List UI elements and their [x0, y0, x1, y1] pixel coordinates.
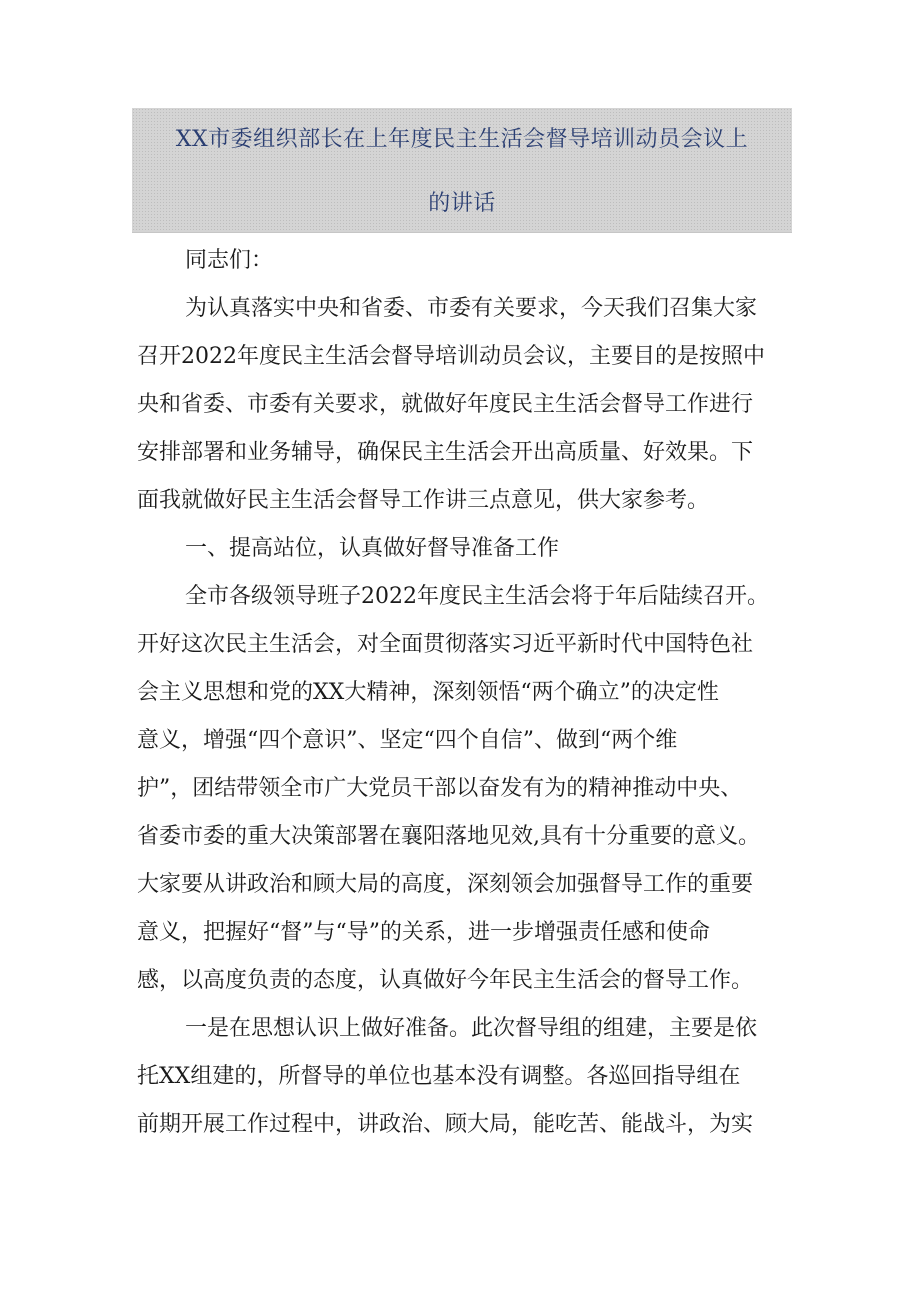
salutation: 同志们：: [185, 248, 274, 273]
paragraph-line: 安排部署和业务辅导，确保民主生活会开出高质量、好效果。下: [137, 440, 754, 465]
paragraph-line: 开好这次民主生活会，对全面贯彻落实习近平新时代中国特色社: [137, 632, 754, 657]
paragraph-line: 全市各级领导班子2022年度民主生活会将于年后陆续召开。: [185, 584, 769, 609]
document-title-line-1: XX市委组织部长在上年度民主生活会督导培训动员会议上: [175, 127, 749, 152]
paragraph-line: 央和省委、市委有关要求，就做好年度民主生活会督导工作进行: [137, 392, 754, 417]
document-title-line-2: 的讲话: [428, 191, 496, 216]
paragraph-line: 前期开展工作过程中，讲政治、顾大局，能吃苦、能战斗，为实: [137, 1112, 754, 1137]
paragraph-line: 召开2022年度民主生活会督导培训动员会议，主要目的是按照中: [137, 344, 765, 369]
paragraph-line: 感，以高度负责的态度，认真做好今年民主生活会的督导工作。: [137, 968, 754, 993]
paragraph-line: 托XX组建的，所督导的单位也基本没有调整。各巡回指导组在: [137, 1064, 741, 1089]
section-heading: 一、提高站位，认真做好督导准备工作: [185, 536, 560, 561]
paragraph-line: 护”，团结带领全市广大党员干部以奋发有为的精神推动中央、: [137, 776, 743, 801]
paragraph-line: 意义，把握好“督”与“导”的关系，进一步增强责任感和使命: [137, 920, 710, 945]
paragraph-line: 会主义思想和党的XX大精神，深刻领悟“两个确立”的决定性: [137, 680, 719, 705]
paragraph-line: 意义，增强“四个意识”、坚定“四个自信”、做到“两个维: [137, 728, 678, 753]
paragraph-line: 为认真落实中央和省委、市委有关要求，今天我们召集大家: [185, 296, 758, 321]
paragraph-line: 大家要从讲政治和顾大局的高度，深刻领会加强督导工作的重要: [137, 872, 754, 897]
paragraph-line: 一是在思想认识上做好准备。此次督导组的组建，主要是依: [185, 1016, 758, 1041]
paragraph-line: 面我就做好民主生活会督导工作讲三点意见，供大家参考。: [137, 488, 710, 513]
paragraph-line: 省委市委的重大决策部署在襄阳落地见效,具有十分重要的意义。: [137, 824, 760, 849]
title-block: [132, 108, 792, 233]
